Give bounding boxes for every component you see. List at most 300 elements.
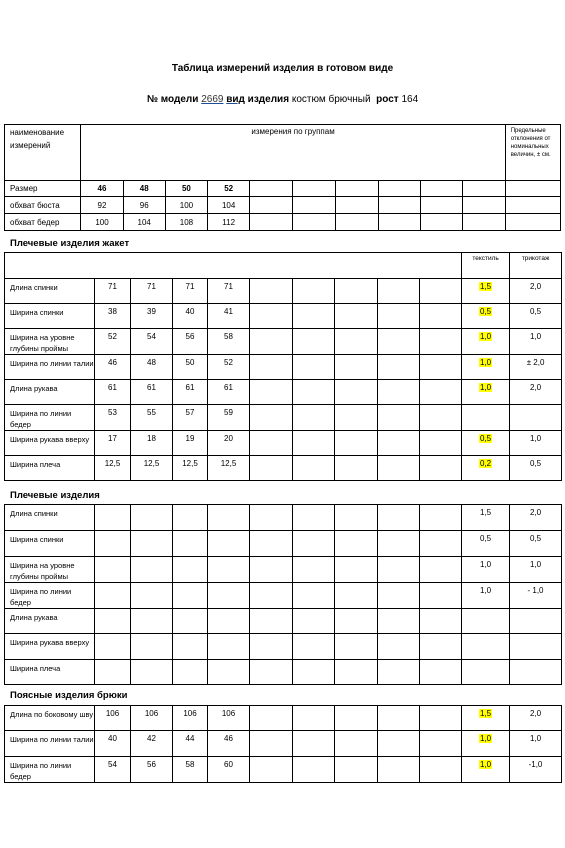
measurement-value xyxy=(95,531,131,557)
measurement-value: 19 xyxy=(173,431,208,456)
measurement-value: 52 xyxy=(208,355,250,380)
value-cell: 104 xyxy=(208,197,250,214)
measurement-value: 71 xyxy=(131,279,173,304)
textile-tolerance xyxy=(462,304,510,329)
knit-tolerance: 1,0 xyxy=(510,557,562,583)
row-label: обхват бюста xyxy=(5,197,81,214)
name-header: наименование измерений xyxy=(5,125,81,181)
measurement-value xyxy=(173,583,208,609)
empty-cell xyxy=(293,456,335,481)
knit-tolerance: ± 2,0 xyxy=(510,355,562,380)
measurement-value xyxy=(131,531,173,557)
empty-cell xyxy=(378,660,420,685)
measurement-value: 40 xyxy=(173,304,208,329)
empty-cell xyxy=(378,634,420,660)
empty-cell xyxy=(378,181,420,197)
measurement-value xyxy=(95,609,131,634)
header-table xyxy=(4,124,561,231)
empty-cell xyxy=(378,279,420,304)
empty-cell xyxy=(250,431,293,456)
model-label: № модели xyxy=(146,94,199,105)
textile-tolerance-value: 1,0 xyxy=(479,734,492,743)
measurement-value xyxy=(95,634,131,660)
empty-cell xyxy=(378,609,420,634)
empty-cell xyxy=(420,731,462,757)
empty-cell xyxy=(378,531,420,557)
empty-cell xyxy=(335,380,378,405)
knit-tolerance: 1,0 xyxy=(510,329,562,355)
empty-cell xyxy=(378,706,420,731)
empty-cell xyxy=(378,757,420,783)
table-row xyxy=(5,456,562,481)
empty-cell xyxy=(378,731,420,757)
measurement-value: 53 xyxy=(95,405,131,431)
empty-cell xyxy=(250,505,293,531)
empty-cell xyxy=(335,557,378,583)
measurement-value: 61 xyxy=(95,380,131,405)
groups-header: измерения по группам xyxy=(81,125,505,181)
measurement-value: 17 xyxy=(95,431,131,456)
empty-cell xyxy=(505,181,560,197)
measurement-value xyxy=(173,609,208,634)
empty-cell xyxy=(335,214,378,231)
textile-tolerance xyxy=(462,380,510,405)
model-number: 2669 xyxy=(201,94,224,105)
value-cell: 92 xyxy=(81,197,123,214)
section-title-trousers: Поясные изделия брюки xyxy=(10,690,128,701)
table-row xyxy=(5,505,562,531)
measurement-value: 12,5 xyxy=(95,456,131,481)
table-row xyxy=(5,706,562,731)
knit-tolerance: 1,0 xyxy=(510,431,562,456)
document-title: Таблица измерений изделия в готовом виде xyxy=(171,63,394,74)
textile-tolerance xyxy=(462,757,510,783)
knit-tolerance: 2,0 xyxy=(510,380,562,405)
measurement-value: 106 xyxy=(208,706,250,731)
empty-cell xyxy=(335,405,378,431)
size-cell: 48 xyxy=(123,181,165,197)
knit-tolerance: -1,0 xyxy=(510,757,562,783)
row-label: Размер xyxy=(5,181,81,197)
measurement-value: 58 xyxy=(208,329,250,355)
measurement-label: Ширина плеча xyxy=(5,456,95,481)
empty-cell xyxy=(420,505,462,531)
table-row xyxy=(5,214,561,231)
empty-cell xyxy=(421,181,463,197)
height-label: рост xyxy=(376,94,399,105)
measurement-value xyxy=(95,660,131,685)
measurement-value: 58 xyxy=(173,757,208,783)
empty-cell xyxy=(420,531,462,557)
empty-cell xyxy=(378,380,420,405)
section-table-shoulder xyxy=(4,504,562,685)
knit-tolerance xyxy=(510,405,562,431)
textile-tolerance-value: 1,0 xyxy=(480,332,492,341)
empty-cell xyxy=(463,214,505,231)
empty-cell xyxy=(293,214,335,231)
value-cell: 100 xyxy=(165,197,207,214)
table-row xyxy=(5,660,562,685)
empty-cell xyxy=(505,214,560,231)
empty-cell xyxy=(293,634,335,660)
empty-cell xyxy=(250,660,293,685)
section-table-trousers xyxy=(4,705,562,783)
measurement-value xyxy=(131,557,173,583)
knit-tolerance: 2,0 xyxy=(510,505,562,531)
empty-cell xyxy=(250,706,293,731)
empty-cell xyxy=(420,557,462,583)
empty-cell xyxy=(293,609,335,634)
textile-tolerance-value: 0,5 xyxy=(480,307,492,316)
measurement-value xyxy=(173,531,208,557)
measurement-value: 61 xyxy=(131,380,173,405)
measurement-value xyxy=(208,583,250,609)
table-row xyxy=(5,197,561,214)
empty-cell xyxy=(250,731,293,757)
empty-cell xyxy=(293,731,335,757)
empty-cell xyxy=(293,197,335,214)
measurement-value xyxy=(131,634,173,660)
measurement-value xyxy=(95,583,131,609)
empty-cell xyxy=(293,181,335,197)
measurement-value: 44 xyxy=(173,731,208,757)
table-row xyxy=(5,380,562,405)
value-cell: 96 xyxy=(123,197,165,214)
measurement-value: 106 xyxy=(173,706,208,731)
table-row xyxy=(5,304,562,329)
empty-cell xyxy=(5,253,462,279)
knit-header: трикотаж xyxy=(510,253,562,279)
textile-tolerance-value: 0,5 xyxy=(479,534,492,543)
deviation-header: Предельные отклонения от номинальных величин, ± см. xyxy=(505,125,560,181)
textile-tolerance xyxy=(462,431,510,456)
measurement-label: Ширина спинки xyxy=(5,531,95,557)
empty-cell xyxy=(293,531,335,557)
empty-cell xyxy=(250,304,293,329)
table-row xyxy=(5,557,562,583)
measurement-value: 39 xyxy=(131,304,173,329)
empty-cell xyxy=(378,214,420,231)
empty-cell xyxy=(335,329,378,355)
empty-cell xyxy=(378,405,420,431)
measurement-label: Ширина по линии талии xyxy=(5,731,95,757)
measurement-value: 42 xyxy=(131,731,173,757)
measurement-value: 54 xyxy=(131,329,173,355)
empty-cell xyxy=(293,557,335,583)
empty-cell xyxy=(420,634,462,660)
empty-cell xyxy=(335,456,378,481)
textile-tolerance xyxy=(462,355,510,380)
knit-tolerance xyxy=(510,609,562,634)
value-cell: 108 xyxy=(165,214,207,231)
empty-cell xyxy=(378,557,420,583)
measurement-value: 60 xyxy=(208,757,250,783)
empty-cell xyxy=(250,531,293,557)
empty-cell xyxy=(421,214,463,231)
measurement-value xyxy=(208,660,250,685)
measurement-label: Ширина рукава вверху xyxy=(5,634,95,660)
measurement-value xyxy=(208,531,250,557)
empty-cell xyxy=(293,279,335,304)
empty-cell xyxy=(505,197,560,214)
measurement-value xyxy=(95,505,131,531)
textile-tolerance-value: 1,0 xyxy=(479,760,492,769)
measurement-value xyxy=(95,557,131,583)
knit-tolerance: 0,5 xyxy=(510,531,562,557)
value-cell: 100 xyxy=(81,214,123,231)
measurement-label: Ширина спинки xyxy=(5,304,95,329)
height-value: 164 xyxy=(401,94,419,105)
empty-cell xyxy=(420,380,462,405)
textile-tolerance-value: 1,0 xyxy=(480,358,492,367)
empty-cell xyxy=(378,197,420,214)
table-row xyxy=(5,757,562,783)
table-row xyxy=(5,279,562,304)
empty-cell xyxy=(250,197,293,214)
measurement-label: Ширина по линии бедер xyxy=(5,583,95,609)
empty-cell xyxy=(463,197,505,214)
empty-cell xyxy=(420,706,462,731)
empty-cell xyxy=(420,583,462,609)
empty-cell xyxy=(420,279,462,304)
textile-tolerance xyxy=(462,609,510,634)
knit-tolerance xyxy=(510,634,562,660)
measurement-label: Ширина плеча xyxy=(5,660,95,685)
textile-tolerance-value: 1,5 xyxy=(480,282,492,291)
section-title-jacket: Плечевые изделия жакет xyxy=(10,238,130,249)
empty-cell xyxy=(293,706,335,731)
measurement-label: Ширина рукава вверху xyxy=(5,431,95,456)
size-cell: 50 xyxy=(165,181,207,197)
empty-cell xyxy=(335,505,378,531)
textile-tolerance xyxy=(462,706,510,731)
textile-tolerance xyxy=(462,505,510,531)
measurement-value: 54 xyxy=(95,757,131,783)
textile-tolerance-value: 1,5 xyxy=(479,709,492,718)
measurement-value: 18 xyxy=(131,431,173,456)
document-subtitle xyxy=(0,94,565,105)
measurement-value: 71 xyxy=(95,279,131,304)
section-title-shoulder: Плечевые изделия xyxy=(10,490,100,501)
measurement-value: 46 xyxy=(95,355,131,380)
empty-cell xyxy=(293,329,335,355)
measurement-value xyxy=(208,609,250,634)
measurement-value xyxy=(131,660,173,685)
measurement-value: 106 xyxy=(131,706,173,731)
table-row xyxy=(5,609,562,634)
measurement-value: 61 xyxy=(173,380,208,405)
empty-cell xyxy=(335,706,378,731)
table-row xyxy=(5,405,562,431)
measurement-value: 59 xyxy=(208,405,250,431)
measurement-value: 52 xyxy=(95,329,131,355)
measurement-label: Длина спинки xyxy=(5,505,95,531)
empty-cell xyxy=(293,505,335,531)
knit-tolerance: 2,0 xyxy=(510,279,562,304)
empty-cell xyxy=(293,355,335,380)
knit-tolerance: 0,5 xyxy=(510,456,562,481)
textile-tolerance-value: 1,0 xyxy=(479,560,492,569)
empty-cell xyxy=(250,329,293,355)
measurement-value: 50 xyxy=(173,355,208,380)
measurement-label: Длина спинки xyxy=(5,279,95,304)
textile-tolerance xyxy=(462,279,510,304)
empty-cell xyxy=(420,405,462,431)
table-row xyxy=(5,355,562,380)
empty-cell xyxy=(293,405,335,431)
empty-cell xyxy=(293,380,335,405)
measurement-value: 46 xyxy=(208,731,250,757)
empty-cell xyxy=(335,197,378,214)
textile-tolerance-value: 1,0 xyxy=(480,383,492,392)
measurement-label: Длина рукава xyxy=(5,380,95,405)
empty-cell xyxy=(335,431,378,456)
empty-cell xyxy=(335,660,378,685)
measurement-label: Длина по боковому шву xyxy=(5,706,95,731)
value-cell: 112 xyxy=(208,214,250,231)
textile-tolerance xyxy=(462,531,510,557)
textile-tolerance xyxy=(462,634,510,660)
measurement-value xyxy=(173,634,208,660)
empty-cell xyxy=(335,609,378,634)
empty-cell xyxy=(420,660,462,685)
empty-cell xyxy=(335,634,378,660)
empty-cell xyxy=(250,456,293,481)
item-value: костюм брючный xyxy=(291,94,371,105)
measurement-value xyxy=(208,505,250,531)
knit-tolerance: 0,5 xyxy=(510,304,562,329)
textile-tolerance xyxy=(462,660,510,685)
measurement-value: 12,5 xyxy=(173,456,208,481)
measurement-value: 71 xyxy=(208,279,250,304)
table-row xyxy=(5,731,562,757)
measurement-value xyxy=(208,557,250,583)
empty-cell xyxy=(420,431,462,456)
empty-cell xyxy=(420,304,462,329)
textile-header: текстиль xyxy=(462,253,510,279)
empty-cell xyxy=(420,757,462,783)
measurement-label: Ширина на уровне глубины проймы xyxy=(5,557,95,583)
empty-cell xyxy=(420,609,462,634)
empty-cell xyxy=(335,304,378,329)
table-row xyxy=(5,583,562,609)
empty-cell xyxy=(420,355,462,380)
empty-cell xyxy=(420,456,462,481)
textile-tolerance xyxy=(462,731,510,757)
empty-cell xyxy=(250,355,293,380)
measurement-value: 12,5 xyxy=(131,456,173,481)
empty-cell xyxy=(250,380,293,405)
size-cell: 46 xyxy=(81,181,123,197)
empty-cell xyxy=(250,583,293,609)
empty-cell xyxy=(250,634,293,660)
table-row xyxy=(5,181,561,197)
measurement-value: 40 xyxy=(95,731,131,757)
measurement-value xyxy=(131,505,173,531)
empty-cell xyxy=(378,583,420,609)
empty-cell xyxy=(378,431,420,456)
knit-tolerance: 2,0 xyxy=(510,706,562,731)
empty-cell xyxy=(250,181,293,197)
row-label: обхват бедер xyxy=(5,214,81,231)
value-cell: 104 xyxy=(123,214,165,231)
table-row xyxy=(5,531,562,557)
knit-tolerance: 1,0 xyxy=(510,731,562,757)
table-row xyxy=(5,431,562,456)
empty-cell xyxy=(335,731,378,757)
textile-tolerance xyxy=(462,329,510,355)
measurement-value: 55 xyxy=(131,405,173,431)
textile-tolerance-value: 0,2 xyxy=(480,459,492,468)
table-row xyxy=(5,634,562,660)
measurement-value: 56 xyxy=(131,757,173,783)
measurement-value xyxy=(208,634,250,660)
empty-cell xyxy=(293,660,335,685)
measurement-value: 48 xyxy=(131,355,173,380)
empty-cell xyxy=(250,757,293,783)
measurement-label: Ширина на уровне глубины проймы xyxy=(5,329,95,355)
textile-tolerance xyxy=(462,557,510,583)
empty-cell xyxy=(250,609,293,634)
empty-cell xyxy=(335,355,378,380)
size-cell: 52 xyxy=(208,181,250,197)
section-header-row xyxy=(5,253,562,279)
empty-cell xyxy=(250,214,293,231)
textile-tolerance xyxy=(462,456,510,481)
empty-cell xyxy=(293,583,335,609)
measurement-value: 57 xyxy=(173,405,208,431)
empty-cell xyxy=(293,304,335,329)
empty-cell xyxy=(420,329,462,355)
measurement-value xyxy=(131,609,173,634)
empty-cell xyxy=(250,279,293,304)
measurement-label: Ширина по линии бедер xyxy=(5,757,95,783)
empty-cell xyxy=(378,456,420,481)
measurement-value: 12,5 xyxy=(208,456,250,481)
empty-cell xyxy=(378,505,420,531)
textile-tolerance xyxy=(462,583,510,609)
empty-cell xyxy=(293,431,335,456)
empty-cell xyxy=(293,757,335,783)
empty-cell xyxy=(335,279,378,304)
empty-cell xyxy=(378,329,420,355)
empty-cell xyxy=(335,181,378,197)
measurement-label: Ширина по линии бедер xyxy=(5,405,95,431)
measurement-label: Длина рукава xyxy=(5,609,95,634)
empty-cell xyxy=(378,355,420,380)
measurement-value xyxy=(173,557,208,583)
measurement-value: 38 xyxy=(95,304,131,329)
measurement-value: 56 xyxy=(173,329,208,355)
measurement-value xyxy=(173,660,208,685)
empty-cell xyxy=(335,757,378,783)
measurement-value: 71 xyxy=(173,279,208,304)
table-row xyxy=(5,329,562,355)
empty-cell xyxy=(250,405,293,431)
measurement-value: 61 xyxy=(208,380,250,405)
measurement-value: 106 xyxy=(95,706,131,731)
kind-label: вид xyxy=(226,94,245,105)
measurement-value: 20 xyxy=(208,431,250,456)
textile-tolerance-value: 0,5 xyxy=(480,434,492,443)
empty-cell xyxy=(378,304,420,329)
textile-tolerance xyxy=(462,405,510,431)
measurement-value xyxy=(173,505,208,531)
item-label: изделия xyxy=(247,94,290,105)
knit-tolerance xyxy=(510,660,562,685)
knit-tolerance: - 1,0 xyxy=(510,583,562,609)
empty-cell xyxy=(335,583,378,609)
